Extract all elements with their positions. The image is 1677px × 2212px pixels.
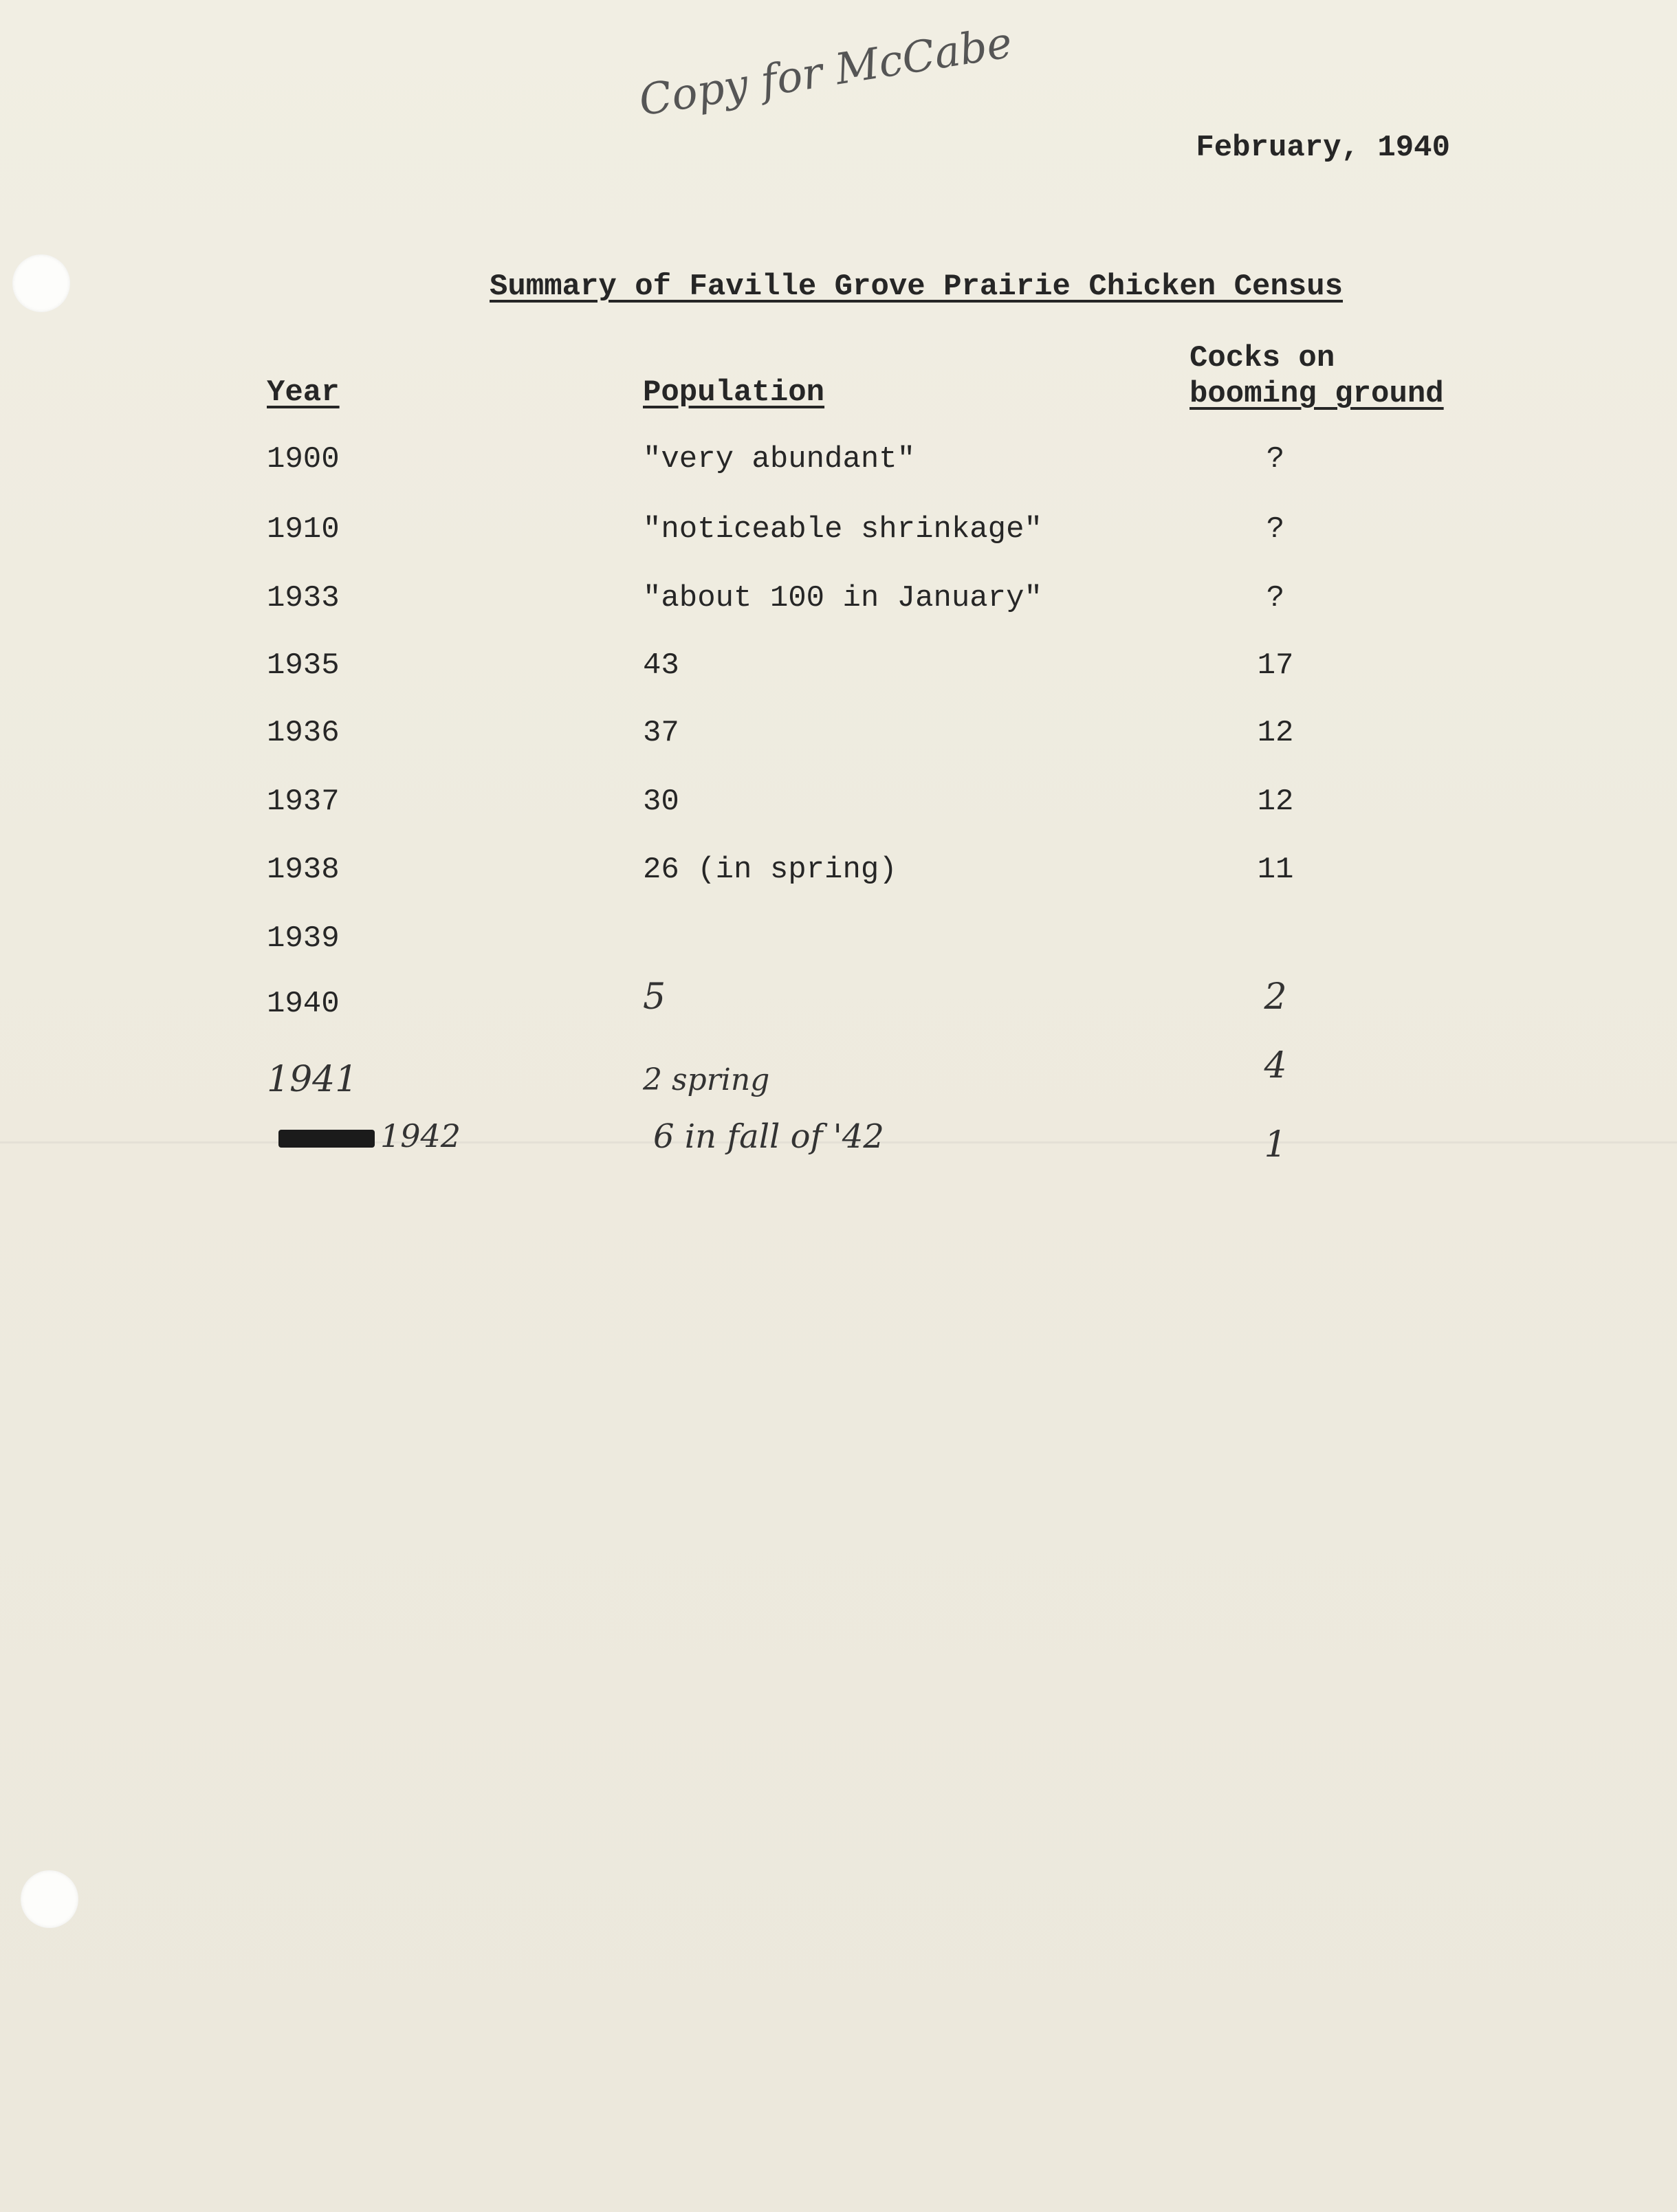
- punch-hole-top: [12, 254, 70, 312]
- punch-hole-bottom: [21, 1870, 78, 1928]
- table-row-year: 1910: [267, 512, 340, 547]
- table-row-year: 1941: [267, 1059, 358, 1100]
- document-title: Summary of Faville Grove Prairie Chicken Census: [490, 270, 1344, 304]
- table-row-year: 1938: [267, 853, 340, 887]
- header-cocks: [1190, 340, 1444, 412]
- document-page: Copy for McCabe February, 1940 Summary of Faville Grove Prairie Chicken Census Year Population Cocks on booming ground 1900 "very abundant" ? 1910 "noticeable shrinkage" ? 1933 "about 100 in January" ? 1935 43 17 1936 37 12 1937 30 12 1938 26 (in spring) 11 1939 1940 5 2 1941 2 spring 4 1942 6 in fall of '42 1: [0, 0, 1677, 2212]
- table-row-population: 5: [643, 976, 666, 1018]
- table-row-year: 1933: [267, 581, 340, 615]
- table-row-population: 43: [643, 648, 679, 683]
- table-row-population: "noticeable shrinkage": [643, 512, 1042, 547]
- table-row-year: 1935: [267, 648, 340, 683]
- table-row-population: "about 100 in January": [643, 581, 1042, 615]
- table-row-population: 30: [643, 785, 679, 819]
- header-year: Year: [267, 375, 340, 410]
- table-row-year: 1936: [267, 716, 340, 750]
- table-row-year: 1900: [267, 442, 340, 477]
- table-row-year: 1942: [278, 1117, 461, 1154]
- table-row-population: 37: [643, 716, 679, 750]
- table-row-population: "very abundant": [643, 442, 916, 477]
- table-row-population: 2 spring: [643, 1062, 770, 1097]
- table-row-year: 1937: [267, 785, 340, 819]
- handwritten-annotation: Copy for McCabe: [635, 17, 1016, 126]
- table-row-year: 1940: [267, 987, 340, 1021]
- header-cocks-line1: Cocks on: [1190, 341, 1335, 375]
- header-cocks-line2: booming ground: [1190, 377, 1444, 411]
- document-date: February, 1940: [1196, 131, 1450, 165]
- struck-out-text: [278, 1130, 375, 1148]
- table-row-population: 6 in fall of '42: [653, 1117, 884, 1156]
- header-population: Population: [643, 375, 825, 410]
- table-row-year: 1939: [267, 921, 340, 956]
- table-row-population: 26 (in spring): [643, 853, 897, 887]
